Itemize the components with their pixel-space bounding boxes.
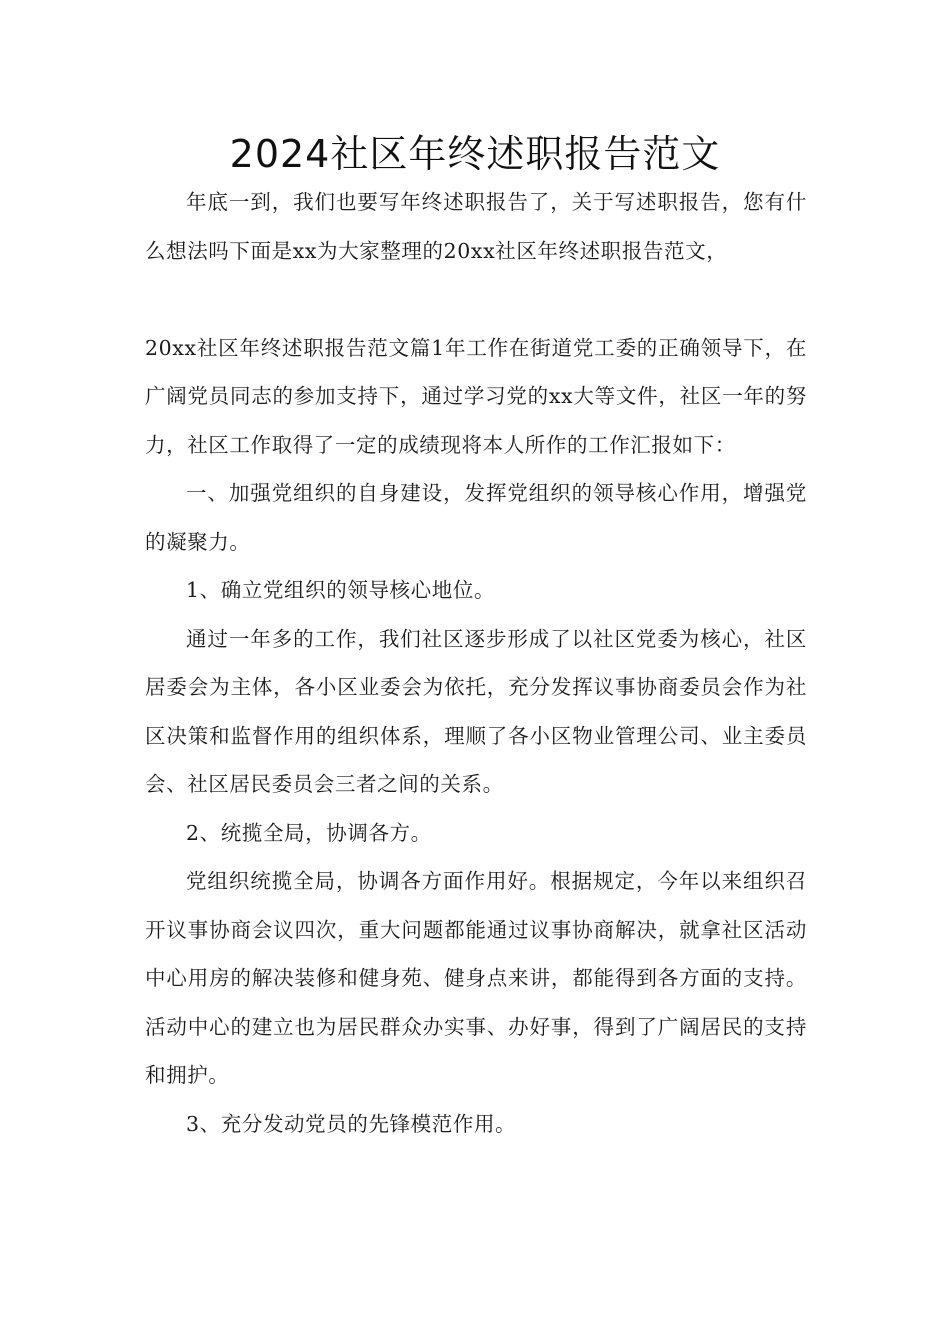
paragraph-gap [145,275,807,324]
document-title: 2024社区年终述职报告范文 [229,132,721,176]
item1-heading: 1、确立党组织的领导核心地位。 [186,578,496,602]
section-lead: 年工作在街道党工委的正确领导下，在广阔党员同志的参加支持下，通过学习党的xx大等文件，社区一年的努力，社区工作取得了一定的成绩现将本人所作的工作汇报如下： [145,335,807,457]
item3-heading: 3、充分发动党员的先锋模范作用。 [186,1111,517,1136]
intro-paragraph: 年底一到，我们也要写年终述职报告了，关于写述职报告，您有什么想法吗下面是xx为大家整理的20xx社区年终述职报告范文， [145,190,807,263]
document-body [145,178,807,1148]
section-heading: 20xx社区年终述职报告范文篇1 [145,335,445,360]
section-paragraph [145,324,807,470]
part1-heading: 一、加强党组织的自身建设，发挥党组织的领导核心作用，增强党的凝聚力。 [145,481,807,554]
item1-body: 通过一年多的工作，我们社区逐步形成了以社区党委为核心，社区居委会为主体，各小区业委会为依托，充分发挥议事协商委员会作为社区决策和监督作用的组织体系，理顺了各小区物业管理公司、业主委员会、社区居民委员会三者之间的关系。 [145,626,807,796]
item2-heading: 2、统揽全局，协调各方。 [186,820,432,845]
item2-body: 党组织统揽全局，协调各方面作用好。根据规定，今年以来组织召开议事协商会议四次，重大问题都能通过议事协商解决，就拿社区活动中心用房的解决装修和健身苑、健身点来讲，都能得到各方面的支持。活动中心的建立也为居民群众办实事、办好事，得到了广阔居民的支持和拥护。 [145,869,807,1087]
